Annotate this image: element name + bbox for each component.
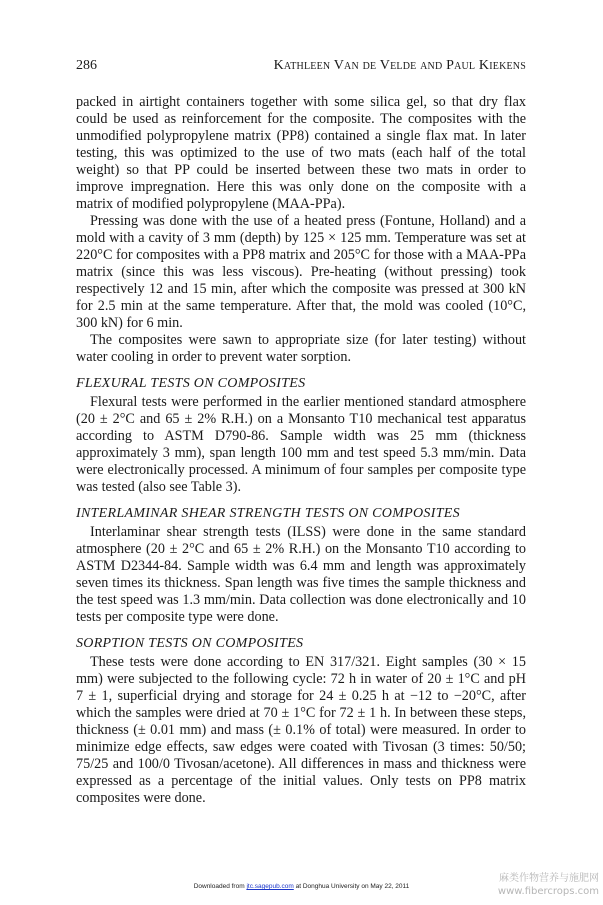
section-heading-flexural: FLEXURAL TESTS ON COMPOSITES	[76, 376, 306, 391]
page-number: 286	[76, 58, 97, 73]
watermark-line-2: www.fibercrops.com	[497, 886, 599, 897]
footer-prefix: Downloaded from	[193, 883, 247, 890]
footer-suffix: at Donghua University on May 22, 2011	[293, 883, 410, 890]
section-heading-ilss: INTERLAMINAR SHEAR STRENGTH TESTS ON COMPOSITES	[76, 506, 460, 521]
site-watermark	[498, 872, 599, 898]
section-heading-sorption: SORPTION TESTS ON COMPOSITES	[76, 636, 304, 651]
footer-source-link[interactable]: jtc.sagepub.com	[246, 883, 294, 890]
page	[76, 58, 526, 807]
running-head-authors: Kathleen Van de Velde and Paul Kiekens	[273, 58, 526, 73]
section-paragraph-ilss: Interlaminar shear strength tests (ILSS) were done in the same standard atmosphere (20 ± 2°C and 65 ± 2% R.H.) on the Monsanto T10 according to ASTM D2344-84. Sample width was 6.4 mm and length was approximately seven times its thickness. Span length was five times the sample thickness and the test speed was 1.3 mm/min. Data collection was done electronically and 10 tests per composite type were done.	[76, 524, 526, 625]
body-paragraph: packed in airtight containers together with some silica gel, so that dry flax could be used as reinforcement for the composite. The composites with the unmodified polypropylene matrix (PP8) contained a single flax mat. In later testing, this was optimized to the use of two mats (each half of the total weight) so that PP could be inserted between these two mats in order to improve impregnation. Here this was only done on the composite with a matrix of modified polypropylene (MAA-PPa).	[76, 94, 526, 212]
section-paragraph-sorption: These tests were done according to EN 317/321. Eight samples (30 × 15 mm) were subjected to the following cycle: 72 h in water of 20 ± 1°C and pH 7 ± 1, superficial drying and storage for 24 ± 0.25 h at −12 to −20°C, after which the samples were dried at 70 ± 1°C for 72 ± 1 h. In between these steps, thickness (± 0.01 mm) and mass (± 0.1% of total) were measured. In order to minimize edge effects, saw edges were coated with Tivosan (3 times: 50/50; 75/25 and 100/0 Tivosan/acetone). All differences in mass and thickness were expressed as a percentage of the initial values. Only tests on PP8 matrix composites were done.	[76, 654, 526, 806]
watermark-line-1: 麻类作物营养与施肥网	[499, 873, 599, 884]
running-head	[76, 58, 526, 80]
body-paragraph: The composites were sawn to appropriate size (for later testing) without water cooling in order to prevent water sorption.	[76, 332, 526, 365]
body-paragraph: Pressing was done with the use of a heated press (Fontune, Holland) and a mold with a cavity of 3 mm (depth) by 125 × 125 mm. Temperature was set at 220°C for composites with a PP8 matrix and 205°C for those with a MAA-PPa matrix (since this was less viscous). Pre-heating (without pressing) took respectively 12 and 15 min, after which the composite was pressed at 300 kN for 2.5 min at the same temperature. After that, the mold was cooled (10°C, 300 kN) for 6 min.	[76, 213, 526, 331]
section-paragraph-flexural: Flexural tests were performed in the earlier mentioned standard atmosphere (20 ± 2°C and 65 ± 2% R.H.) on a Monsanto T10 mechanical test apparatus according to ASTM D790-86. Sample width was 25 mm (thickness approximately 3 mm), span length 100 mm and test speed 5.3 mm/min. Data were electronically processed. A minimum of four samples per composite type was tested (also see Table 3).	[76, 394, 526, 495]
